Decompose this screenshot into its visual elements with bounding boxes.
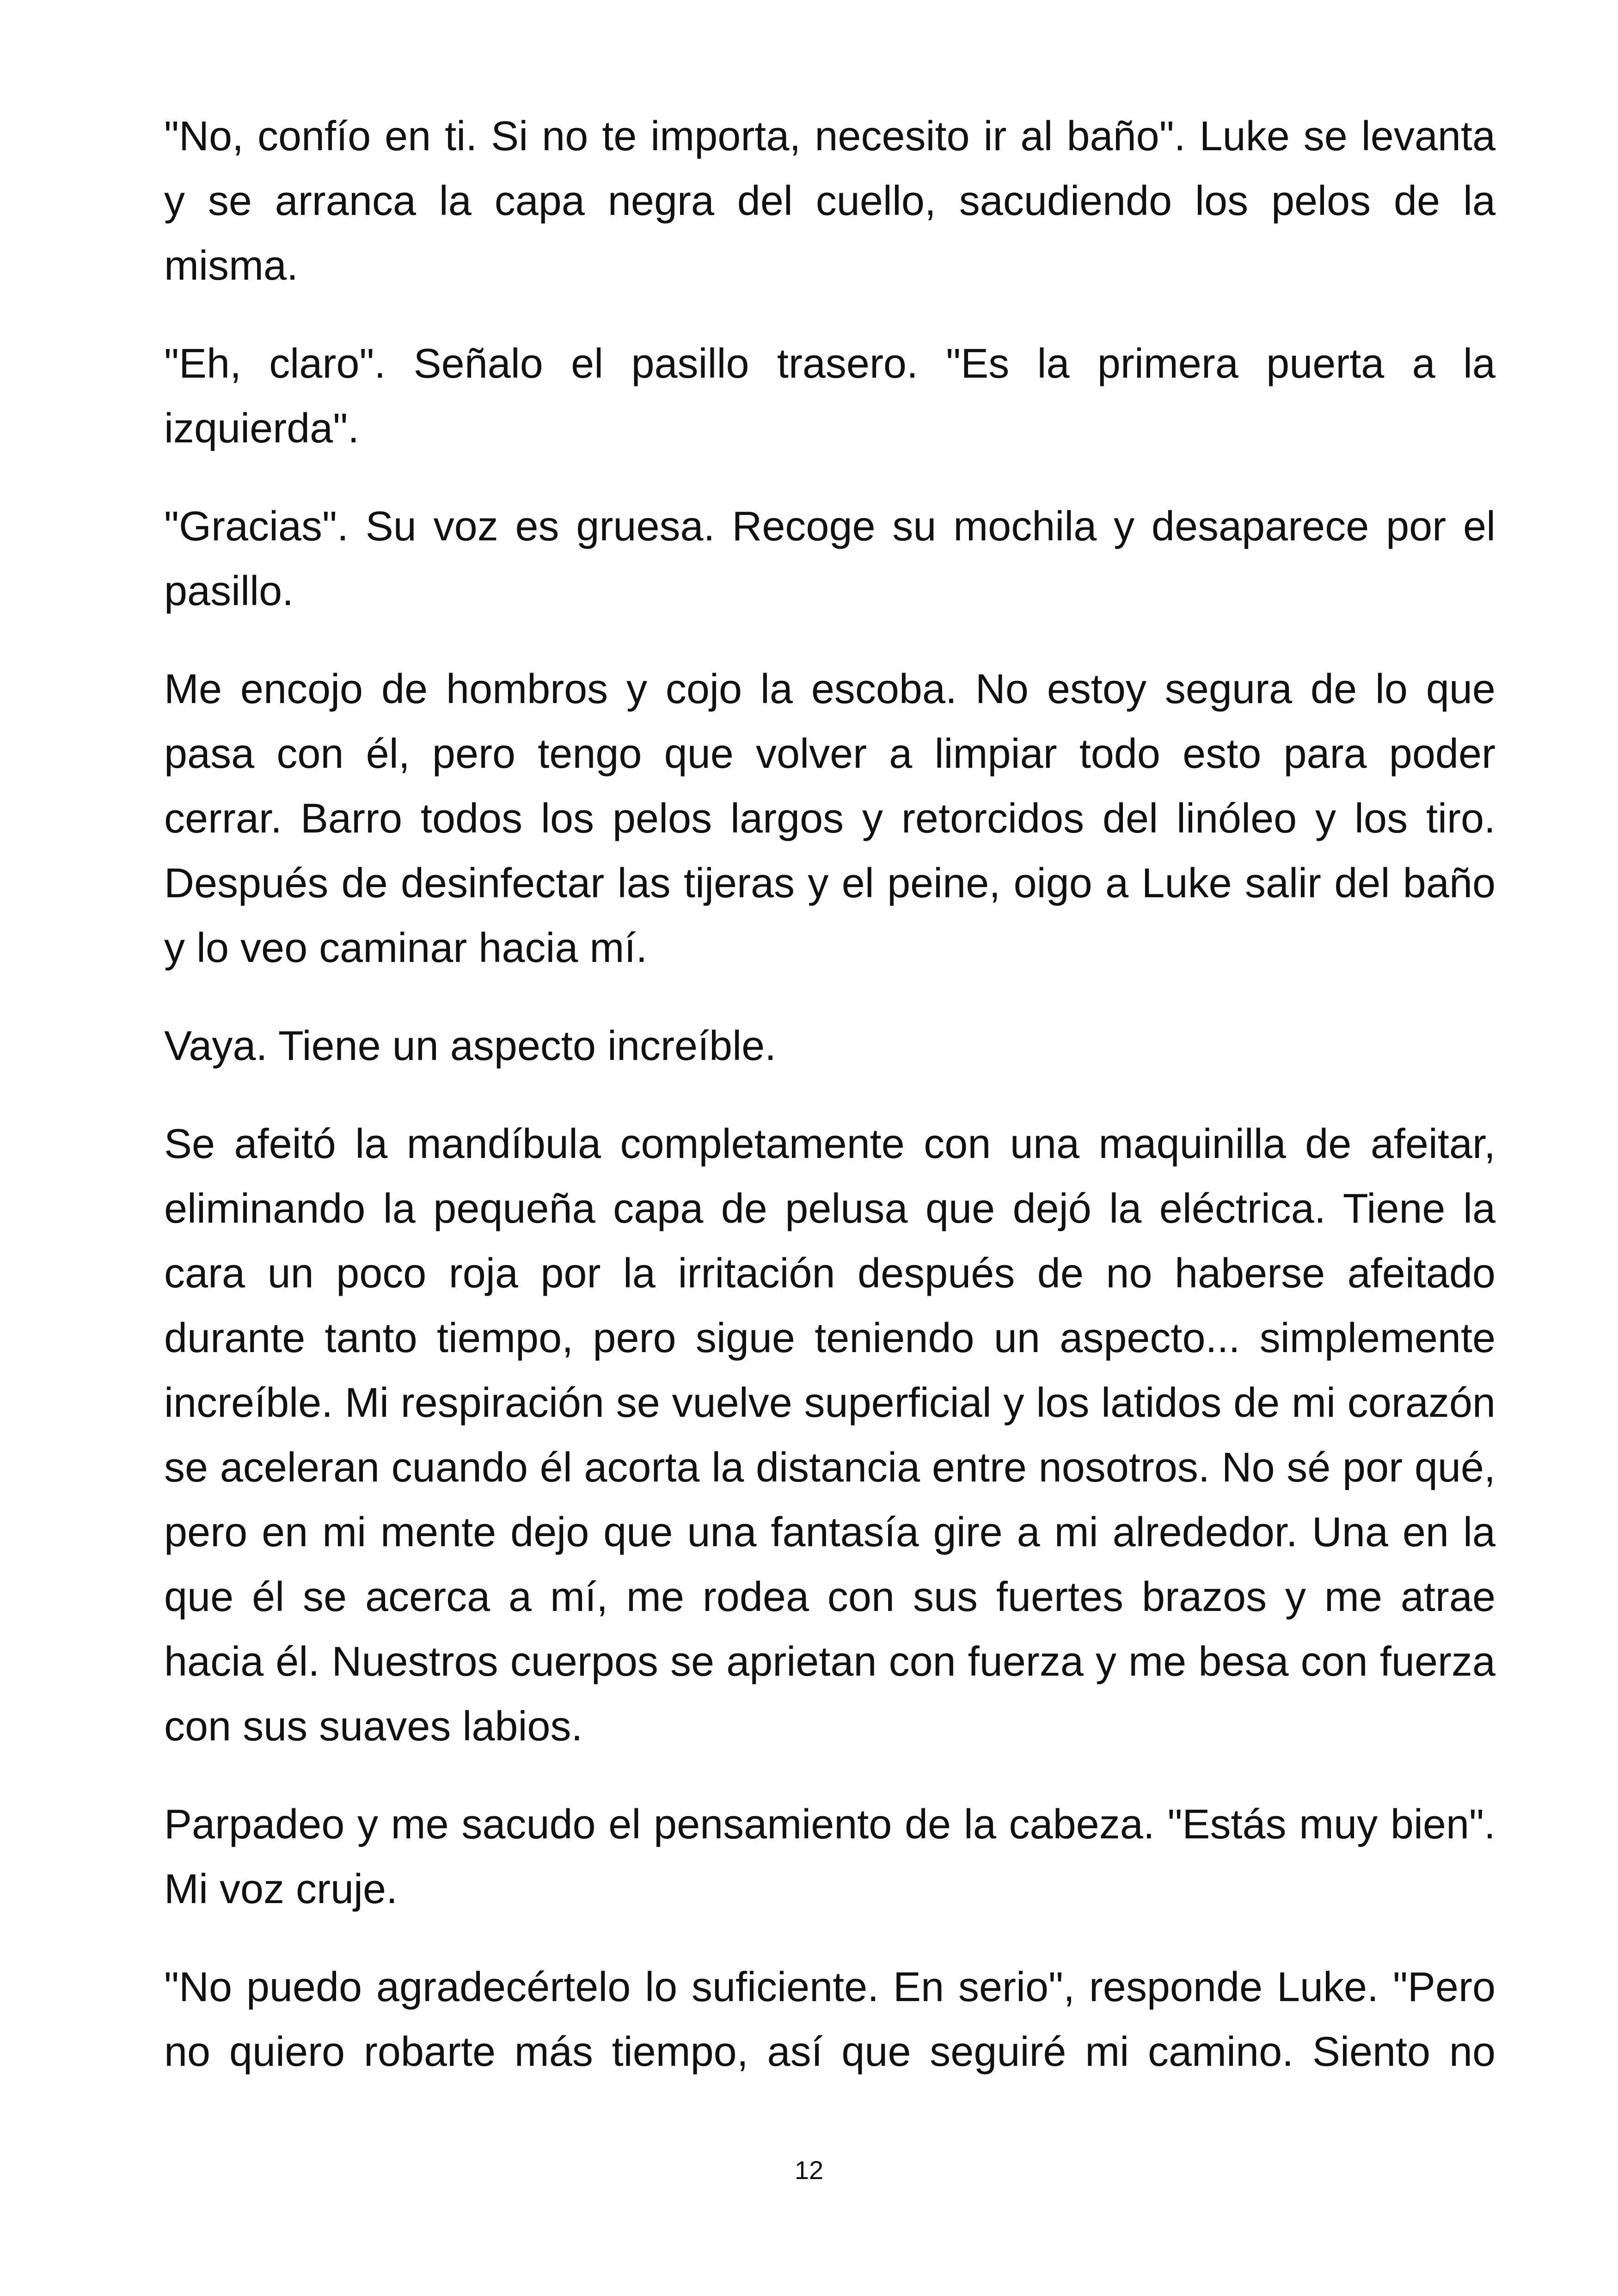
- paragraph: "Eh, claro". Señalo el pasillo trasero. "Es la primera puerta a la izquierda".: [164, 341, 1495, 452]
- page-number: 12: [794, 2155, 824, 2185]
- paragraph-continued: "No puedo agradecértelo lo suficiente. En serio", responde Luke. "Pero no quiero robarte más tiempo, así que seguiré mi camino. Siento no: [164, 1964, 1495, 2075]
- paragraph: Me encojo de hombros y cojo la escoba. No estoy segura de lo que pasa con él, pero tengo que volver a limpiar todo esto para poder cerrar. Barro todos los pelos largos y retorcidos del linóleo y los tiro. Después de desinfectar las tijeras y el peine, oigo a Luke salir del baño y lo veo caminar hacia mí.: [164, 666, 1495, 971]
- paragraph: Se afeitó la mandíbula completamente con una maquinilla de afeitar, eliminando la pequeña capa de pelusa que dejó la eléctrica. Tiene la cara un poco roja por la irritación después de no haberse afeitado durante tanto tiempo, pero sigue teniendo un aspecto... simplemente increíble. Mi respiración se vuelve superficial y los latidos de mi corazón se aceleran cuando él acorta la distancia entre nosotros. No sé por qué, pero en mi mente dejo que una fantasía gire a mi alrededor. Una en la que él se acerca a mí, me rodea con sus fuertes brazos y me atrae hacia él. Nuestros cuerpos se aprietan con fuerza y me besa con fuerza con sus suaves labios.: [164, 1121, 1495, 1750]
- paragraph: "No, confío en ti. Si no te importa, necesito ir al baño". Luke se levanta y se arranca la capa negra del cuello, sacudiendo los pelos de la misma.: [164, 113, 1495, 289]
- paragraph: Vaya. Tiene un aspecto increíble.: [164, 1023, 777, 1069]
- paragraph: Parpadeo y me sacudo el pensamiento de la cabeza. "Estás muy bien". Mi voz cruje.: [164, 1801, 1495, 1912]
- body-text: [164, 104, 1495, 2118]
- paragraph: "Gracias". Su voz es gruesa. Recoge su mochila y desaparece por el pasillo.: [164, 503, 1495, 614]
